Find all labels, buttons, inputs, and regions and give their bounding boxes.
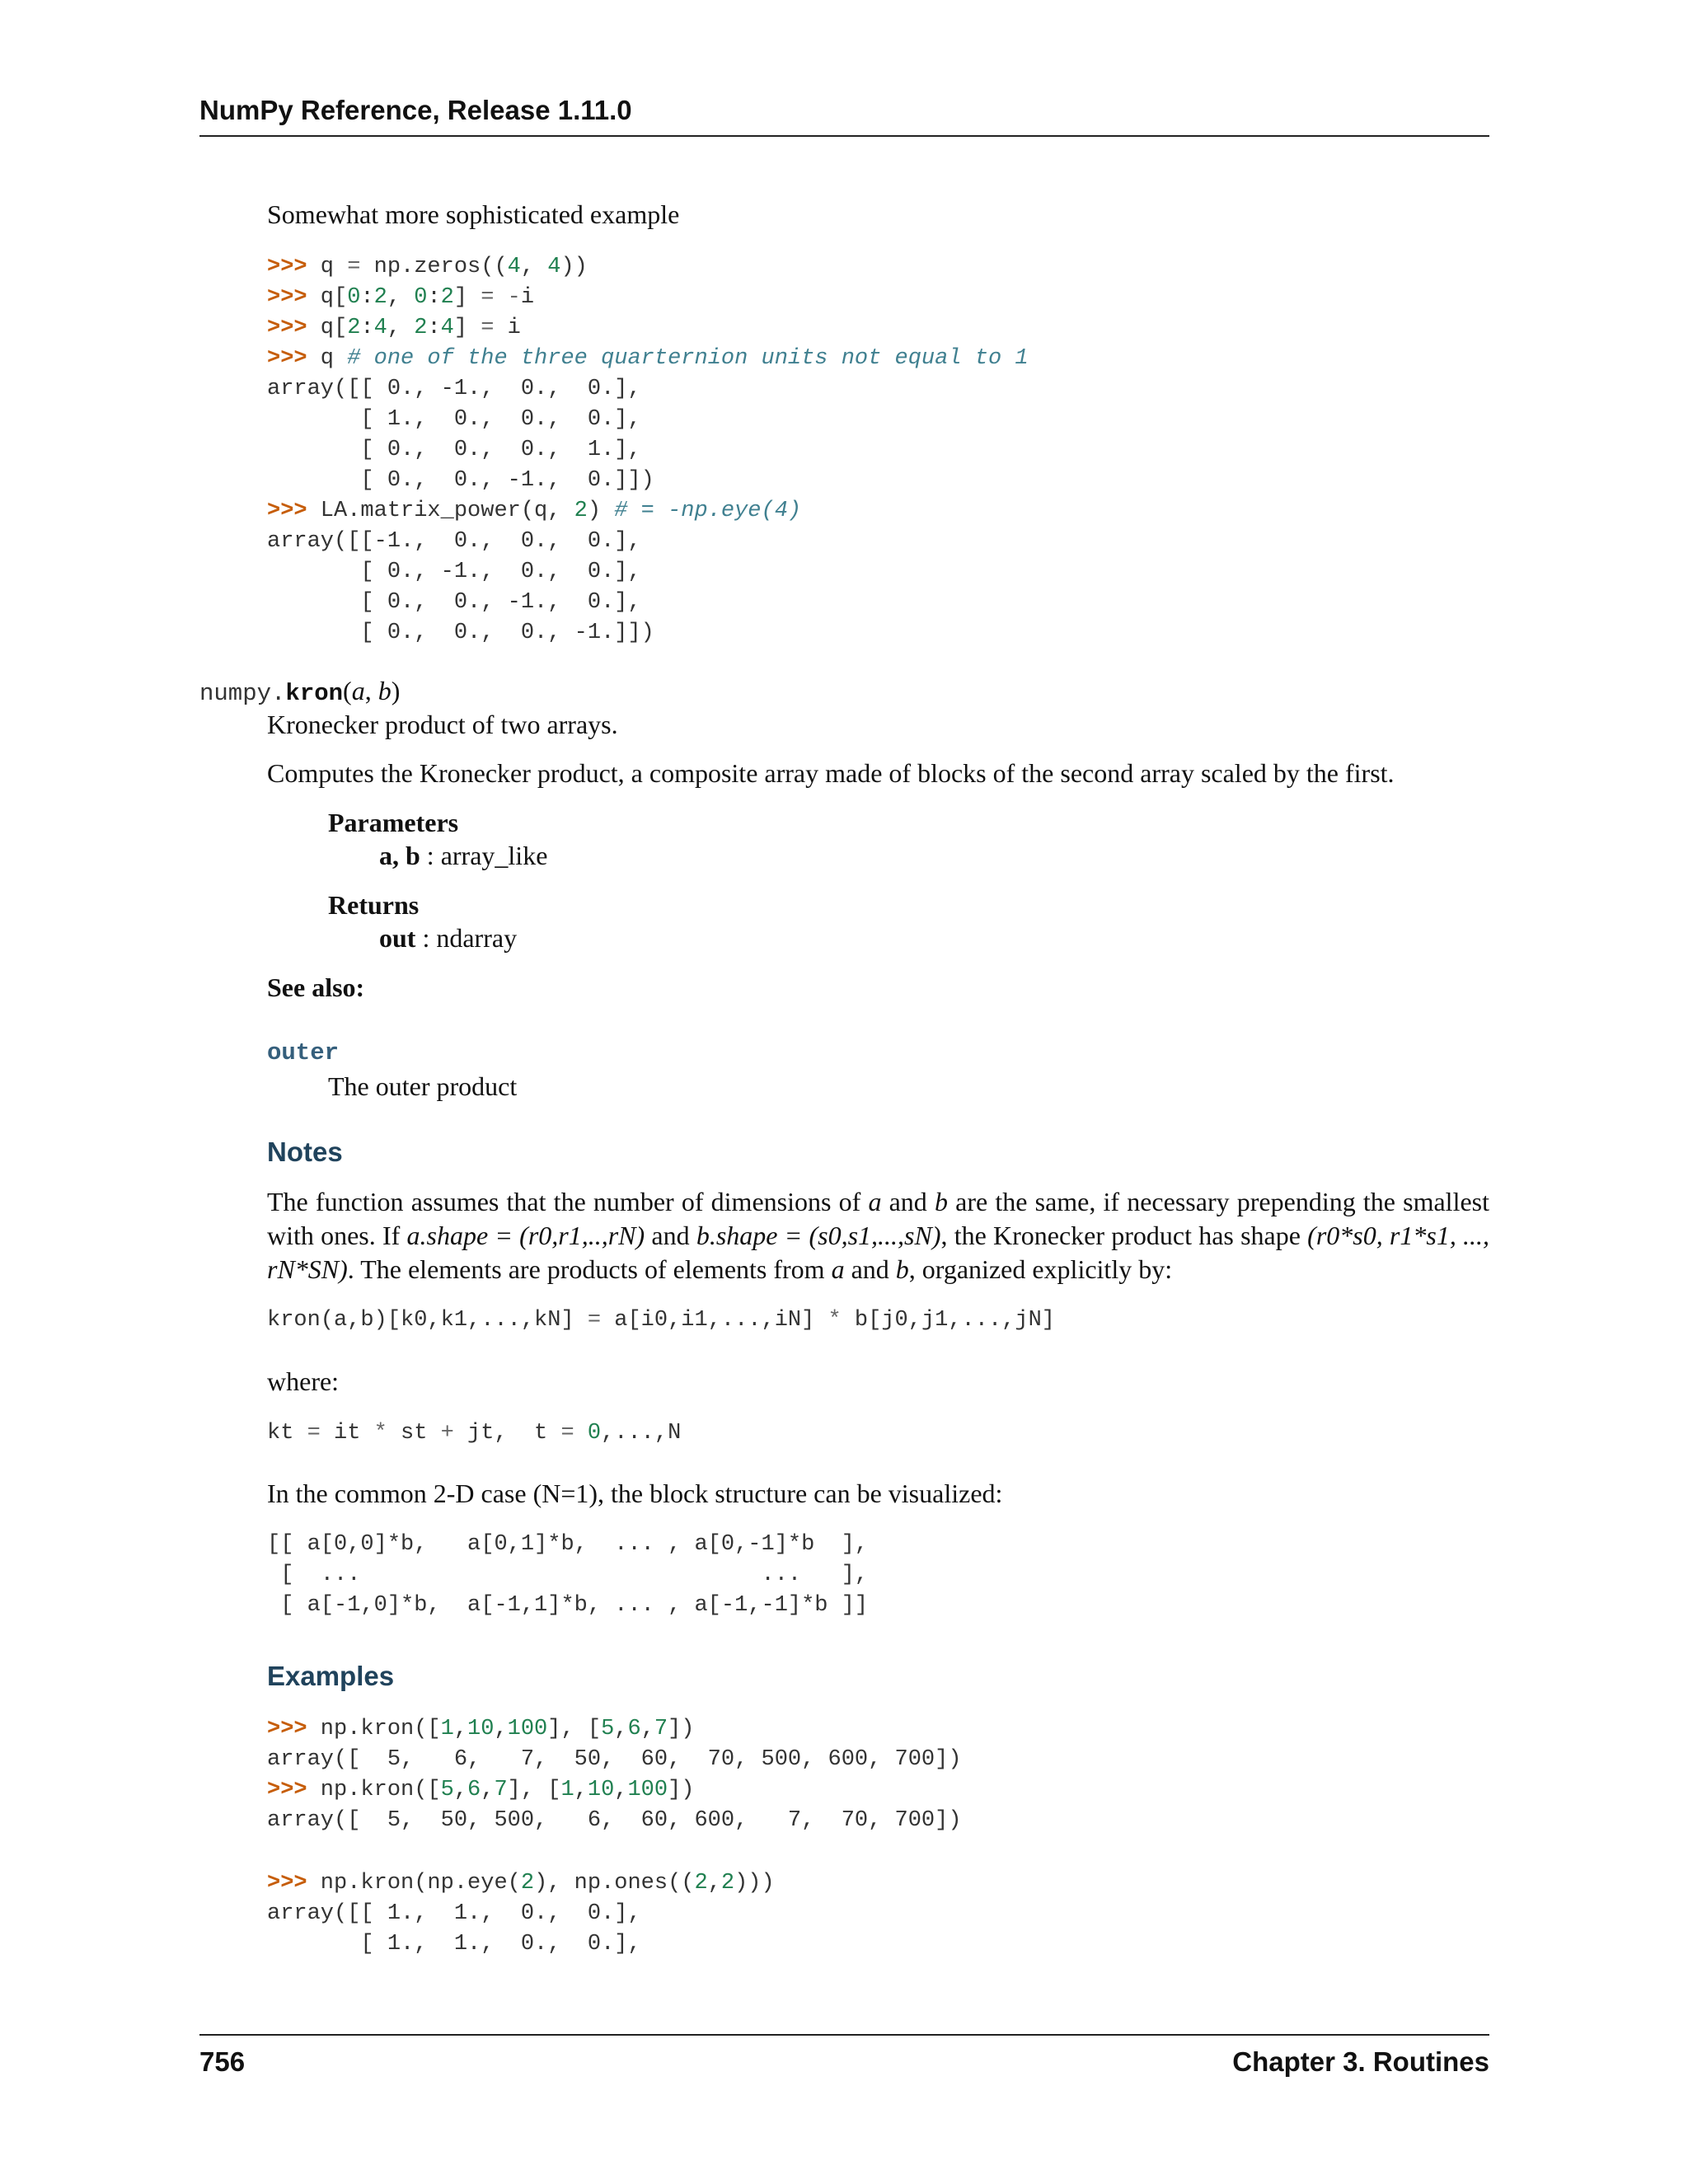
code-token: ))) [734,1871,775,1896]
code-token: q [307,255,348,279]
code-token: , [707,1871,721,1896]
notes-paragraph [267,1185,1489,1286]
see-also-entry [267,1037,517,1103]
code-line [267,407,641,432]
notes-heading: Notes [267,1137,343,1167]
signature-module: numpy. [199,680,286,707]
code-line [267,1778,695,1802]
text-run: , the Kronecker product has shape [940,1221,1308,1250]
number-token: 5 [601,1717,615,1741]
code-token: , [574,1778,588,1802]
code-token: b[j0,j1,...,jN] [841,1308,1055,1333]
code-token: np.kron([ [307,1778,441,1802]
prompt-token: >>> [267,1717,307,1741]
code-token: , [494,1717,508,1741]
code-token: [[ a[0,0]*b, a[0,1]*b, ... , a[0,-1]*b ], [267,1532,869,1557]
code-line [267,1932,641,1957]
code-token: * [828,1308,842,1333]
code-token: [ 0., 0., 0., 1.], [267,438,641,462]
number-token: 2 [414,316,428,340]
code-token: array([[ 1., 1., 0., 0.], [267,1901,641,1926]
see-also-label: See also: [267,972,365,1002]
code-token: = [307,1421,321,1446]
parameters-item [379,839,547,872]
code-token: ], [ [507,1778,561,1802]
code-token: st [387,1421,441,1446]
code-token: [ 1., 1., 0., 0.], [267,1932,641,1957]
code-token: ] [453,285,481,310]
code-line [267,1308,1055,1333]
number-token: 2 [440,285,454,310]
code-line [267,621,654,645]
parameters-field [328,806,547,872]
returns-item [379,921,517,954]
code-token: = [481,316,495,340]
code-token: , [387,316,415,340]
code-examples-eye [267,1868,775,1960]
code-token: , [387,285,415,310]
return-name: out [379,923,416,953]
prompt-token: >>> [267,346,307,371]
code-line [267,1747,962,1772]
code-token: , [614,1717,628,1741]
code-line [267,438,641,462]
code-token: , [640,1717,654,1741]
parameter-sep: : [420,841,441,870]
code-token: = [587,1308,602,1333]
code-token: - [507,285,521,310]
code-line [267,1808,962,1833]
code-line [267,499,801,523]
number-token: 4 [547,255,561,279]
code-token: = [560,1421,574,1446]
code-token: i [494,316,521,340]
number-token: 6 [627,1717,641,1741]
text-run: and [645,1221,696,1250]
returns-label: Returns [328,890,420,920]
number-token: 2 [720,1871,735,1896]
code-line [267,1717,695,1741]
code-line [267,285,534,310]
text-run: and [844,1254,896,1284]
notes-where: where: [267,1366,340,1396]
signature-paren-close: ) [391,676,401,705]
code-token: + [440,1421,454,1446]
code-token: array([ 5, 6, 7, 50, 60, 70, 500, 600, 700]) [267,1747,962,1772]
code-token: [ ... ... ], [267,1563,869,1587]
signature-paren-open: ( [343,676,352,705]
code-token: kron(a,b)[k0,k1,...,kN] [267,1308,588,1333]
number-token: 6 [467,1778,481,1802]
code-line [267,346,1029,371]
function-summary: Kronecker product of two arrays. [267,710,618,739]
number-token: 4 [440,316,454,340]
code-token: jt, t [453,1421,561,1446]
code-line [267,377,641,401]
number-token: 100 [507,1717,548,1741]
number-token: 2 [520,1871,535,1896]
code-line [267,560,641,584]
see-also-description: The outer product [328,1071,518,1101]
code-token: i [520,285,535,310]
code-token: [ 0., 0., 0., -1.]]) [267,621,654,645]
number-token: 7 [654,1717,668,1741]
page-number: 756 [199,2046,246,2077]
code-token: = [481,285,495,310]
italic-term: a [868,1187,882,1216]
code-token: , [614,1778,628,1802]
code-token: ], [ [547,1717,602,1741]
code-line [267,1871,775,1896]
code-token: , [520,255,548,279]
italic-term: b.shape = (s0,s1,...,sN) [696,1221,941,1250]
code-token: : [427,316,441,340]
italic-term: a [831,1254,845,1284]
code-token: * [373,1421,387,1446]
text-run: are the same, if necessary prepending the smallest with ones. If [267,1187,1490,1250]
code-token: : [427,285,441,310]
code-token [574,1421,588,1446]
signature-sep: , [364,676,378,705]
text-run: and [881,1187,935,1216]
code-token: q[ [307,316,348,340]
code-token: array([[-1., 0., 0., 0.], [267,529,641,554]
italic-term: b [895,1254,909,1284]
number-token: 100 [627,1778,668,1802]
code-block-structure [267,1530,868,1621]
code-block-matrix-power [267,252,1029,649]
code-line [267,1563,868,1587]
number-token: 2 [347,316,361,340]
number-token: 10 [467,1717,495,1741]
code-line [267,1593,868,1618]
code-token: ,...,N [601,1421,682,1446]
prompt-token: >>> [267,285,307,310]
code-line [267,1532,868,1557]
examples-heading: Examples [267,1661,395,1691]
code-token: : [360,285,374,310]
returns-field [328,888,517,954]
notes-2d-case: In the common 2-D case (N=1), the block structure can be visualized: [267,1479,1003,1508]
code-line [267,1901,641,1926]
number-token: 7 [494,1778,508,1802]
code-token: np.kron(np.eye( [307,1871,521,1896]
number-token: 5 [440,1778,454,1802]
prompt-token: >>> [267,316,307,340]
code-token: ]) [668,1717,695,1741]
code-kron-index [267,1305,1055,1336]
code-token: ]) [668,1778,695,1802]
code-token: array([[ 0., -1., 0., 0.], [267,377,641,401]
number-token: 1 [560,1778,574,1802]
number-token: 0 [414,285,428,310]
code-line [267,1421,681,1446]
return-sep: : [415,923,437,953]
code-line [267,529,641,554]
code-token: [ 1., 0., 0., 0.], [267,407,641,432]
code-token: )) [560,255,588,279]
prompt-token: >>> [267,499,307,523]
code-token: array([ 5, 50, 500, 6, 60, 600, 7, 70, 700]) [267,1808,962,1833]
number-token: 10 [587,1778,615,1802]
prompt-token: >>> [267,1778,307,1802]
code-token: q[ [307,285,348,310]
function-description: Computes the Kronecker product, a composite array made of blocks of the second array scaled by the first. [267,758,1395,788]
number-token: 4 [373,316,387,340]
code-token: , [481,1778,495,1802]
text-run: The function assumes that the number of dimensions of [267,1187,869,1216]
code-token: ) [587,499,615,523]
code-token: np.kron([ [307,1717,441,1741]
code-line [267,590,641,615]
prompt-token: >>> [267,1871,307,1896]
code-token: it [320,1421,374,1446]
comment-token: # = -np.eye(4) [614,499,802,523]
code-examples-1d [267,1714,962,1836]
code-token: ), np.ones(( [534,1871,695,1896]
parameter-type: array_like [440,841,548,870]
intro-text: Somewhat more sophisticated example [267,199,680,229]
running-header [199,92,1489,137]
code-token: : [360,316,374,340]
return-type: ndarray [436,923,518,953]
parameters-label: Parameters [328,808,459,837]
italic-term: (r0*s0, r1*s1, ..., rN*SN) [267,1221,1490,1284]
signature-arg-a: a [351,676,365,705]
italic-term: b [934,1187,948,1216]
number-token: 2 [574,499,588,523]
number-token: 1 [440,1717,454,1741]
code-token: LA.matrix_power(q, [307,499,574,523]
code-token: [ a[-1,0]*b, a[-1,1]*b, ... , a[-1,-1]*b ]] [267,1593,869,1618]
signature-name: kron [285,680,344,707]
code-token: , [453,1778,468,1802]
comment-token: # one of the three quarternion units not equal to 1 [347,346,1029,371]
code-token: a[i0,i1,...,iN] [601,1308,828,1333]
code-token [494,285,507,310]
code-line [267,316,521,340]
code-token: kt [267,1421,307,1446]
code-line [267,255,588,279]
code-token: [ 0., 0., -1., 0.], [267,590,641,615]
code-token: ] [453,316,481,340]
number-token: 0 [347,285,361,310]
chapter-label: Chapter 3. Routines [1232,2046,1489,2077]
number-token: 2 [694,1871,708,1896]
italic-term: a.shape = (r0,r1,..,rN) [406,1221,645,1250]
code-line [267,468,654,493]
text-run: . The elements are products of elements from [347,1254,832,1284]
code-kt-formula [267,1418,681,1449]
prompt-token: >>> [267,255,307,279]
number-token: 4 [507,255,521,279]
number-token: 0 [587,1421,602,1446]
code-token: np.zeros(( [360,255,508,279]
code-token: q [307,346,348,371]
function-signature [199,674,400,710]
code-token: , [453,1717,468,1741]
parameter-name: a, b [379,841,420,870]
code-token: = [347,255,361,279]
number-token: 2 [373,285,387,310]
signature-arg-b: b [377,676,392,705]
running-footer [199,2034,1489,2080]
see-also-link-outer[interactable]: outer [267,1039,340,1066]
text-run: , organized explicitly by: [908,1254,1173,1284]
header-title: NumPy Reference, Release 1.11.0 [199,95,632,125]
code-token: [ 0., 0., -1., 0.]]) [267,468,654,493]
code-token: [ 0., -1., 0., 0.], [267,560,641,584]
